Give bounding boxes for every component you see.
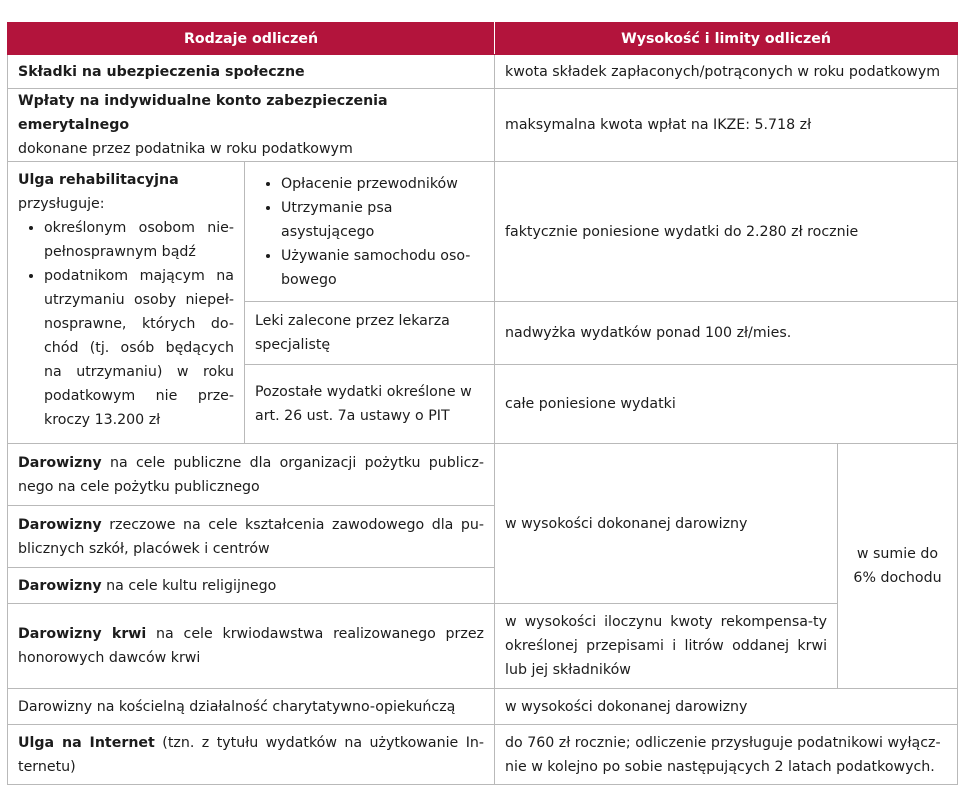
- table-row: [8, 162, 958, 302]
- row-koscielna-type: Darowizny na kościelną działalność charytatywno-opiekuńczą: [8, 689, 495, 725]
- darowizny-sum-limit: w sumie do 6% dochodu: [838, 444, 958, 689]
- darowizny-limit: w wysokości dokonanej darowizny: [495, 444, 838, 604]
- row-krew-type: Darowizny krwi na cele krwiodawstwa realizowanego przez honorowych dawców krwi: [8, 604, 495, 689]
- rehab-sub-2-limit: nadwyżka wydatków ponad 100 zł/mies.: [495, 302, 958, 365]
- row-darowizny-opp: Darowizny na cele publiczne dla organizacji pożytku publicz-nego na cele pożytku publicznego: [8, 444, 495, 506]
- rehab-sub-3: Pozostałe wydatki określone w art. 26 ust. 7a ustawy o PIT: [245, 365, 495, 444]
- row-skladki-type: Składki na ubezpieczenia społeczne: [8, 55, 495, 89]
- rehab-sub-1-list: [255, 172, 484, 292]
- row-ikze-type: Wpłaty na indywidualne konto zabezpieczenia emerytalnego dokonane przez podatnika w roku podatkowym: [8, 89, 495, 162]
- row-krew-limit: w wysokości iloczynu kwoty rekompensa-ty określonej przepisami i litrów oddanej krwi lub jej składników: [495, 604, 838, 689]
- row-rehab-type: Ulga rehabilitacyjna przysługuje: • określonym osobom nie-pełnosprawnym bądź • podatnikom mającym na utrzymaniu osoby niepeł-nosprawne, których do-chód (tj. osób będących na utrzymaniu) w roku podatkowym nie prze-kroczy 13.200 zł: [8, 162, 245, 444]
- header-col-limits: Wysokość i limity odliczeń: [495, 23, 958, 55]
- table-row: [8, 689, 958, 725]
- row-skladki-limit: kwota składek zapłaconych/potrąconych w roku podatkowym: [495, 55, 958, 89]
- table-row: [8, 55, 958, 89]
- rehab-sub-1: [245, 162, 495, 302]
- table-row: [8, 89, 958, 162]
- table-row: [8, 604, 958, 689]
- row-internet-limit: do 760 zł rocznie; odliczenie przysługuje podatnikowi wyłącz-nie w kolejno po sobie następujących 2 latach podatkowych.: [495, 725, 958, 785]
- row-internet-type: Ulga na Internet (tzn. z tytułu wydatków na użytkowanie In-ternetu): [8, 725, 495, 785]
- table-row: [8, 725, 958, 785]
- list-item: • określonym osobom nie-pełnosprawnym bądź: [44, 216, 234, 264]
- rehab-sub-2: Leki zalecone przez lekarza specjalistę: [245, 302, 495, 365]
- row-ikze-limit: maksymalna kwota wpłat na IKZE: 5.718 zł: [495, 89, 958, 162]
- list-item: • Utrzymanie psa asystującego: [281, 196, 484, 244]
- row-darowizny-rzeczowe: Darowizny rzeczowe na cele kształcenia zawodowego dla pu-blicznych szkół, placówek i centrów: [8, 506, 495, 568]
- list-item: • Używanie samochodu oso-bowego: [281, 244, 484, 292]
- table-header-row: [8, 23, 958, 55]
- rehab-eligible-list: [18, 216, 234, 432]
- rehab-sub-3-limit: całe poniesione wydatki: [495, 365, 958, 444]
- header-col-types: Rodzaje odliczeń: [8, 23, 495, 55]
- table-row: [8, 444, 958, 506]
- row-darowizny-kult: Darowizny na cele kultu religijnego: [8, 568, 495, 604]
- list-item: • podatnikom mającym na utrzymaniu osoby niepeł-nosprawne, których do-chód (tj. osób będących na utrzymaniu) w roku podatkowym nie prze-kroczy 13.200 zł: [44, 264, 234, 432]
- list-item: • Opłacenie przewodników: [281, 172, 484, 196]
- rehab-sub-1-limit: faktycznie poniesione wydatki do 2.280 zł rocznie: [495, 162, 958, 302]
- deductions-table: [7, 22, 958, 785]
- row-koscielna-limit: w wysokości dokonanej darowizny: [495, 689, 958, 725]
